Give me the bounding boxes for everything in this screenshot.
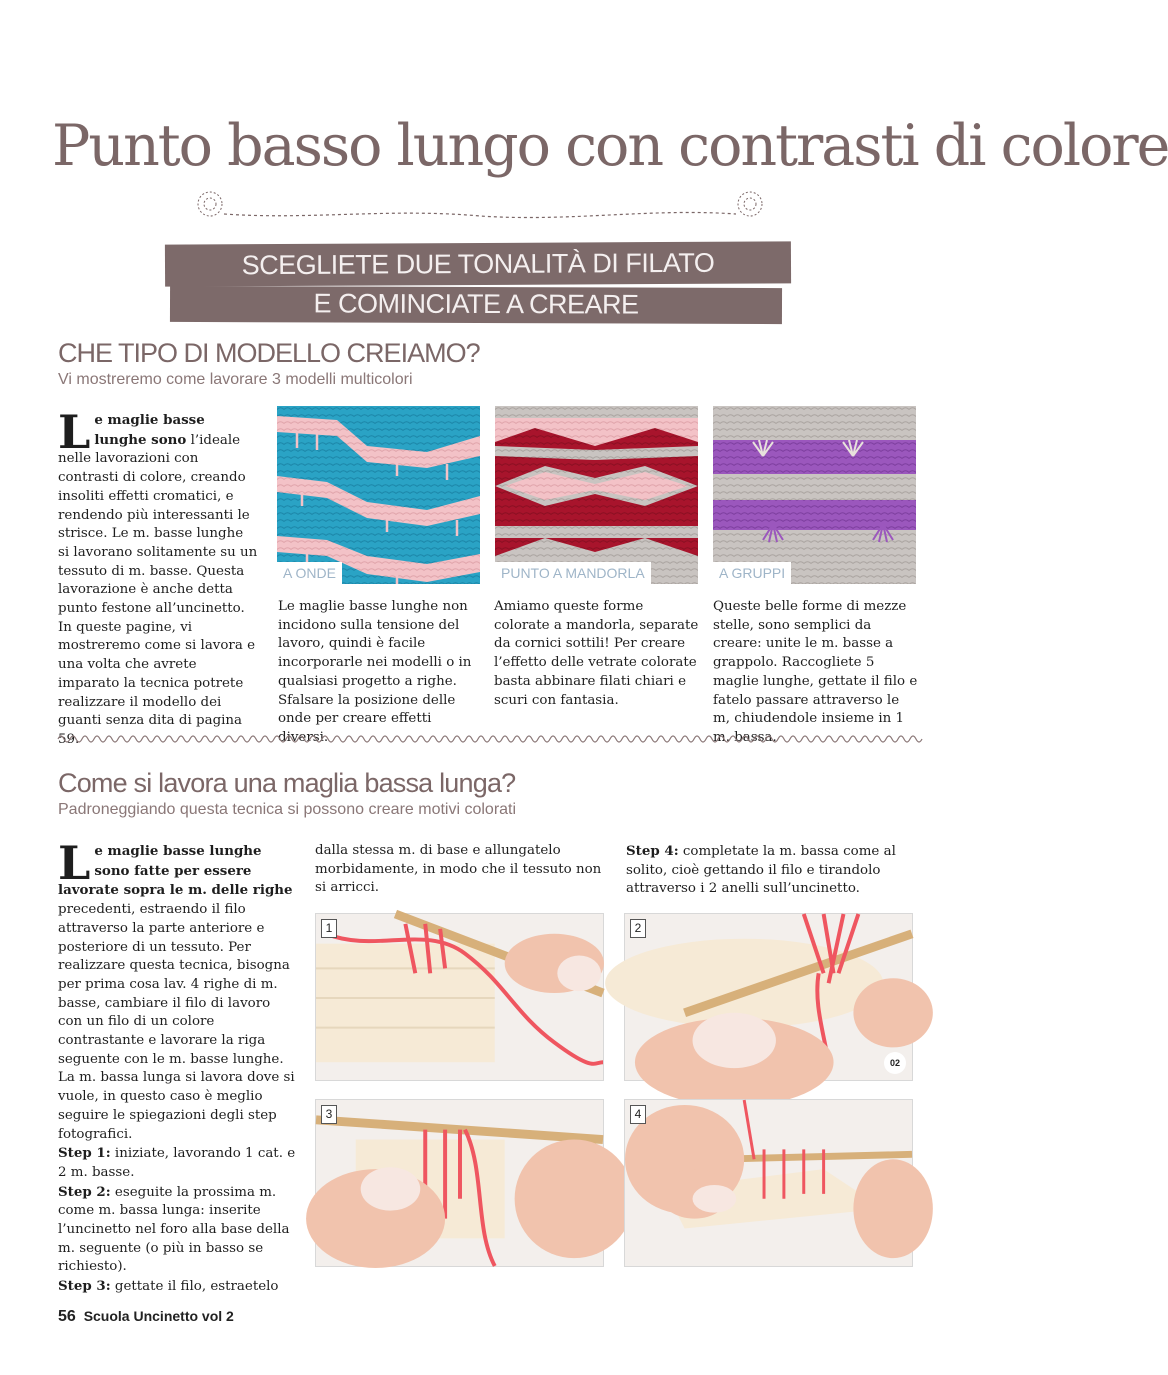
banner-line-1: SCEGLIETE DUE TONALITÀ DI FILATO <box>165 241 791 286</box>
page-title: Punto basso lungo con contrasti di colore <box>52 113 1168 179</box>
page-footer <box>58 1308 234 1326</box>
intro-bold: e maglie basse lunghe sono <box>94 412 205 448</box>
page-number: 56 <box>58 1308 76 1325</box>
step-number: 3 <box>321 1105 337 1124</box>
step1-text: iniziate, lavorando 1 cat. e 2 m. basse. <box>58 1146 296 1180</box>
caption-clusters: Queste belle forme di mezze stelle, sono semplici da creare: unite le m. basse a grappolo. Raccogliete 5 maglie lunghe, gettate il filo e fatelo passare attraverso le m, chiudendole insieme in 1 m. bassa. <box>713 599 918 745</box>
banner-line-2: E COMINCIATE A CREARE <box>170 286 782 324</box>
publication-name: Scuola Uncinetto vol 2 <box>83 1308 234 1324</box>
photo-clusters <box>713 406 916 584</box>
wavy-divider <box>58 732 914 746</box>
step1-label: Step 1: <box>58 1145 111 1162</box>
model-label-waves: A ONDE <box>277 562 342 584</box>
step-photo-4 <box>624 1099 913 1267</box>
title-ornament <box>190 186 770 226</box>
step-number: 4 <box>630 1105 646 1124</box>
section1-subheading: Vi mostreremo come lavorare 3 modelli multicolori <box>58 371 413 388</box>
section2-heading: Come si lavora una maglia bassa lunga? <box>58 768 516 798</box>
step2-label: Step 2: <box>58 1183 111 1200</box>
step-number: 1 <box>321 919 337 938</box>
photo-waves <box>277 406 480 584</box>
step-photo-1 <box>315 913 604 1081</box>
step2-text: eseguite la prossima m. come m. bassa lunga: inserite l’uncinetto nel foro alla base della m. seguente (o più in basso se richiesto). <box>58 1184 290 1275</box>
dropcap: L <box>58 836 91 890</box>
caption-almond: Amiamo queste forme colorate a mandorla, separate da cornici sottili! Per creare l’effetto delle vetrate colorate basta abbinare filati chiari e scuri con fantasia. <box>494 599 699 708</box>
intro-text: l’ideale nelle lavorazioni con contrasti di colore, creando insoliti effetti cromatici, e rendendo più interessanti le strisce. Le m. basse lunghe si lavorano solitamente su un tessuto di m. basse. Questa lavorazione è anche detta punto festone all’uncinetto. In queste pagine, vi mostreremo come si lavora e una volta che avrete imparato la tecnica potrete realizzare il modello dei guanti senza dita di pagina 59. <box>58 432 258 747</box>
intro-text: precedenti, estraendo il filo attraverso la parte anteriore e posteriore di un tessuto. Per realizzare questa tecnica, bisogna per prima cosa lav. 4 righe di m. basse, cambiare il filo di lavoro con un filo di un colore contrastante e lavorare la riga seguente con le m. basse lunghe. La m. bassa lunga si lavora dove si vuole, in questo caso è meglio seguire le spiegazioni degli step fotografici. <box>58 902 295 1142</box>
section1-heading: CHE TIPO DI MODELLO CREIAMO? <box>58 338 480 368</box>
step3-label: Step 3: <box>58 1278 111 1295</box>
step3-text: gettate il filo, estraetelo <box>110 1279 279 1295</box>
photo-credit-badge: 02 <box>884 1052 906 1074</box>
section2-intro <box>58 836 298 1297</box>
step4-label: Step 4: <box>626 843 679 859</box>
step4-block <box>626 842 916 899</box>
step-photo-2 <box>624 913 913 1081</box>
model-label-almond: PUNTO A MANDORLA <box>495 562 651 584</box>
step-number: 2 <box>630 919 646 938</box>
step-photo-3 <box>315 1099 604 1267</box>
step3-continuation: dalla stessa m. di base e allungatelo morbidamente, in modo che il tessuto non si arricci. <box>315 843 602 896</box>
model-label-clusters: A GRUPPI <box>713 562 791 584</box>
dropcap: L <box>58 405 91 459</box>
step4-text: completate la m. bassa come al solito, cioè gettando il filo e tirandolo attraverso i 2 anelli sull’uncinetto. <box>626 844 896 897</box>
intro-bold: e maglie basse lunghe sono fatte per essere lavorate sopra le m. delle righe <box>58 843 293 899</box>
photo-almond <box>495 406 698 584</box>
section2-subheading: Padroneggiando questa tecnica si possono creare motivi colorati <box>58 801 517 818</box>
caption-waves: Le maglie basse lunghe non incidono sulla tensione del lavoro, quindi è facile incorporarle nei modelli o in qualsiasi progetto a righe. Sfalsare la posizione delle onde per creare effetti diversi. <box>278 599 472 745</box>
section1-intro <box>58 405 258 750</box>
